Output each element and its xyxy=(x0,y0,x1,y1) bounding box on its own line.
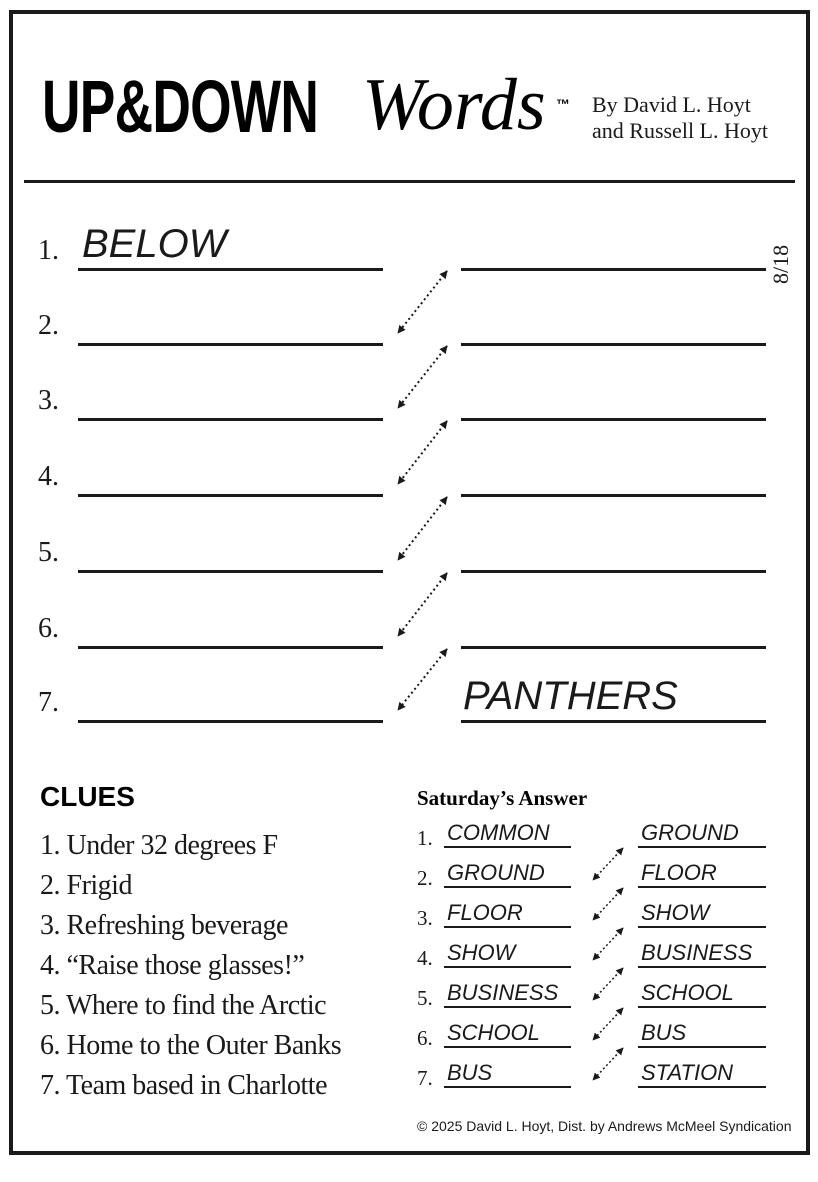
row-number: 6. xyxy=(38,613,59,644)
clue-item: 7. Team based in Charlotte xyxy=(40,1070,328,1101)
saturday-row-number: 1. xyxy=(417,826,433,850)
saturday-row-number: 3. xyxy=(417,906,433,930)
small-double-arrow-icon xyxy=(593,1048,623,1080)
clue-item: 2. Frigid xyxy=(40,870,132,901)
saturday-right-word: FLOOR xyxy=(641,860,717,885)
row-number: 7. xyxy=(38,687,59,718)
saturday-right-word: SHOW xyxy=(641,900,710,925)
trademark-symbol: ™ xyxy=(556,96,570,112)
clue-item: 1. Under 32 degrees F xyxy=(40,830,278,861)
saturday-row-number: 2. xyxy=(417,866,433,890)
small-double-arrow-icon xyxy=(593,1008,623,1040)
saturday-left-word: GROUND xyxy=(447,860,545,885)
copyright-notice: © 2025 David L. Hoyt, Dist. by Andrews McMeel Syndication xyxy=(417,1118,792,1134)
row-number: 4. xyxy=(38,461,59,492)
saturday-right-word: SCHOOL xyxy=(641,980,734,1005)
double-arrow-icon xyxy=(398,497,447,560)
byline-line-1: By David L. Hoyt xyxy=(592,92,751,117)
clue-item: 6. Home to the Outer Banks xyxy=(40,1030,342,1061)
clue-item: 4. “Raise those glasses!” xyxy=(40,950,305,981)
row-number: 5. xyxy=(38,537,59,568)
title-words: Words xyxy=(362,64,546,146)
small-double-arrow-icon xyxy=(593,848,623,880)
saturday-left-word: SHOW xyxy=(447,940,516,965)
saturday-right-word: GROUND xyxy=(641,820,739,845)
clue-item: 3. Refreshing beverage xyxy=(40,910,288,941)
saturday-right-word: STATION xyxy=(641,1060,734,1085)
row-number: 3. xyxy=(38,385,59,416)
byline-line-2: and Russell L. Hoyt xyxy=(592,118,768,143)
double-arrow-icon xyxy=(398,649,447,710)
double-arrow-icon xyxy=(398,421,447,484)
saturday-left-word: SCHOOL xyxy=(447,1020,540,1045)
saturday-row-number: 5. xyxy=(417,986,433,1010)
right-answer-text: PANTHERS xyxy=(463,674,678,718)
double-arrow-icon xyxy=(398,573,447,636)
saturday-right-word: BUSINESS xyxy=(641,940,753,965)
saturday-left-word: COMMON xyxy=(447,820,550,845)
saturday-left-word: FLOOR xyxy=(447,900,523,925)
title-up-down: UP&DOWN xyxy=(42,65,319,148)
clues-heading: CLUES xyxy=(40,781,135,812)
row-number: 2. xyxy=(38,310,59,341)
puzzle-date: 8/18 xyxy=(768,244,793,284)
small-double-arrow-icon xyxy=(593,928,623,960)
saturday-answer-heading: Saturday’s Answer xyxy=(417,786,588,810)
saturday-right-word: BUS xyxy=(641,1020,687,1045)
saturday-left-word: BUS xyxy=(447,1060,493,1085)
small-double-arrow-icon xyxy=(593,888,623,920)
clue-item: 5. Where to find the Arctic xyxy=(40,990,327,1021)
small-double-arrow-icon xyxy=(593,968,623,1000)
saturday-row-number: 6. xyxy=(417,1026,433,1050)
saturday-left-word: BUSINESS xyxy=(447,980,559,1005)
saturday-row-number: 4. xyxy=(417,946,433,970)
double-arrow-icon xyxy=(398,271,447,333)
saturday-row-number: 7. xyxy=(417,1066,433,1090)
row-number: 1. xyxy=(38,235,59,266)
left-answer-text: BELOW xyxy=(82,222,227,266)
double-arrow-icon xyxy=(398,346,447,408)
